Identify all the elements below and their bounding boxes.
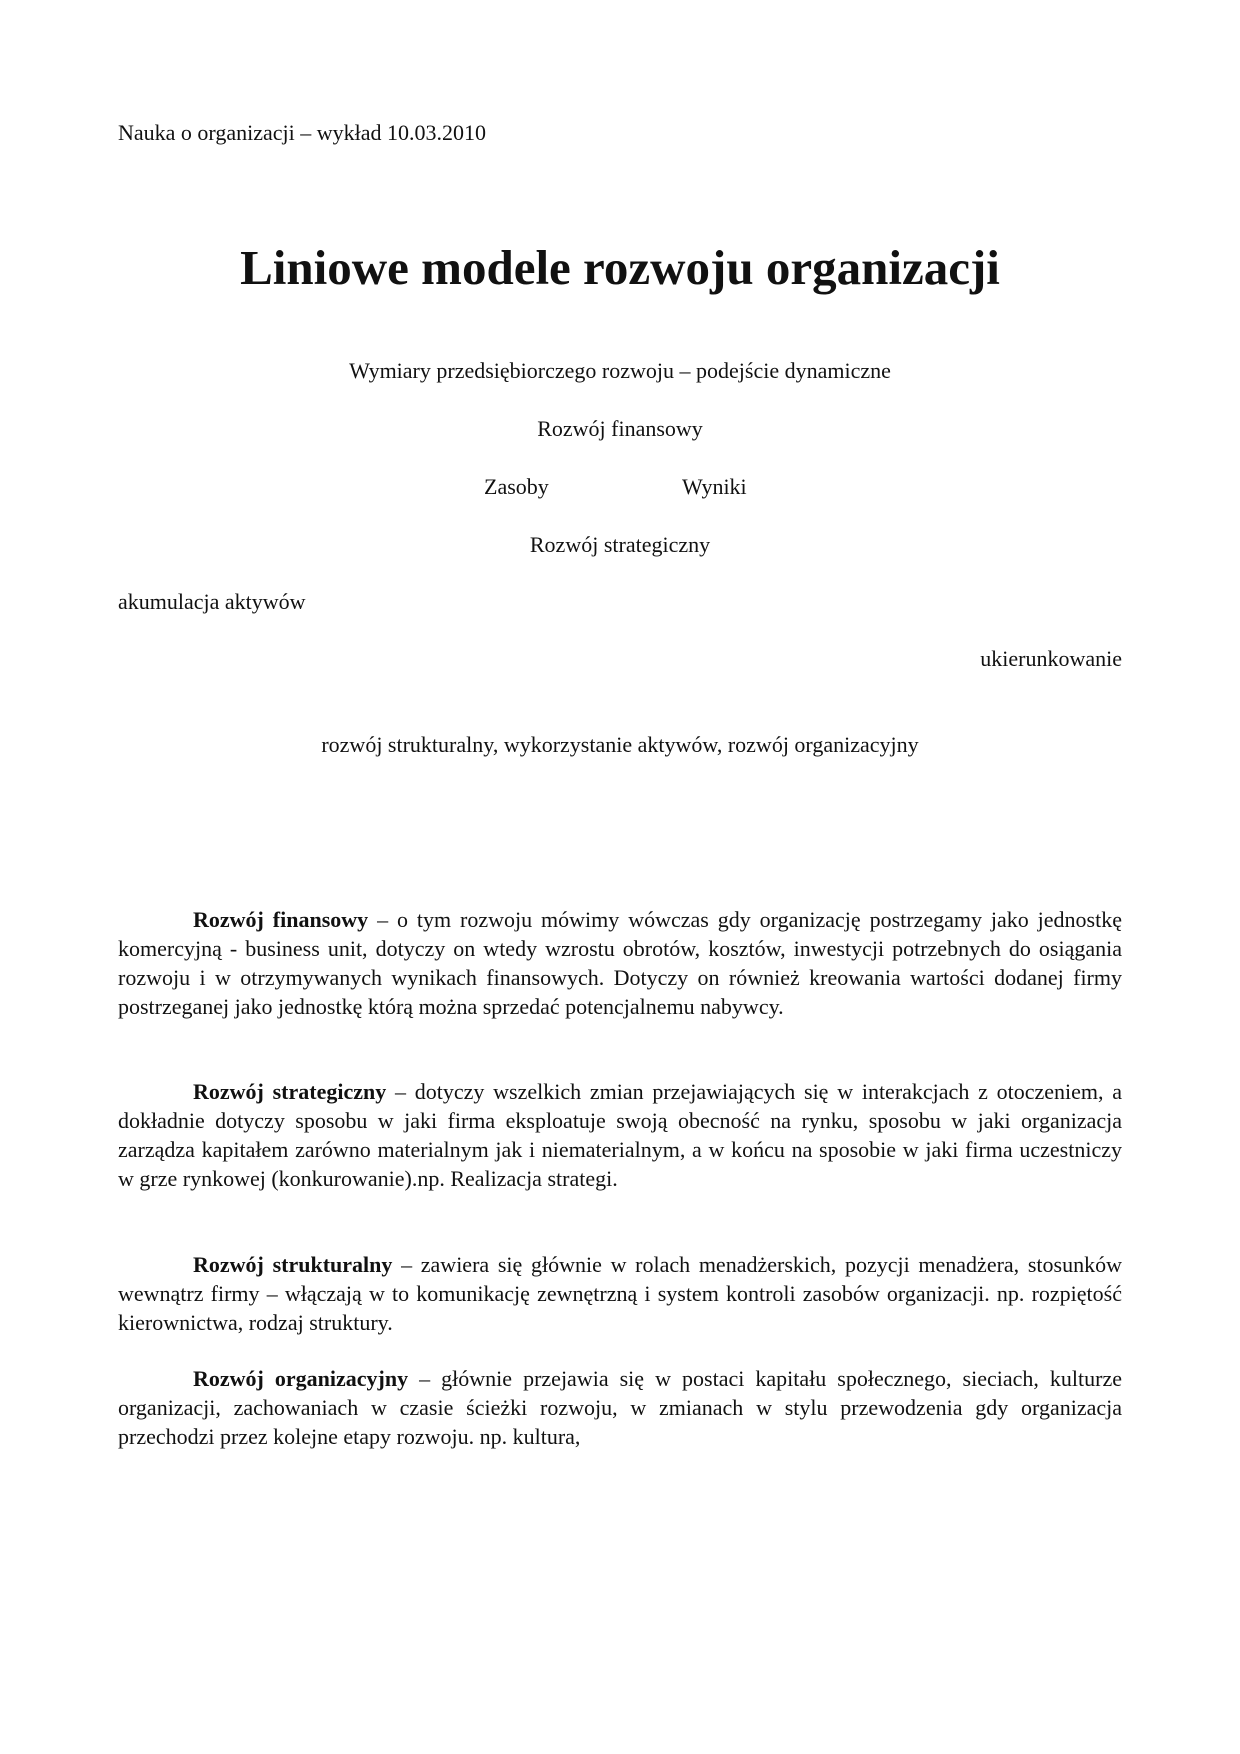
term-financial-development: Rozwój finansowy (193, 907, 369, 932)
paragraph-structural-development (118, 1250, 1122, 1337)
diagram-label-assets-accumulation: akumulacja aktywów (118, 589, 306, 614)
diagram-label-strategic: Rozwój strategiczny (529, 532, 711, 557)
definition-financial-development: – o tym rozwoju mówimy wówczas gdy organizację postrzegamy jako jednostkę komercyjną - business unit, dotyczy on wtedy wzrostu obrotów, kosztów, inwestycji potrzebnych do osiągania rozwoju i w otrzymywanych wynikach finansowych. Dotyczy on również kreowania wartości dodanej firmy postrzeganej jako jednostkę którą można sprzedać potencjalnemu nabywcy. (118, 907, 1122, 1019)
term-strategic-development: Rozwój strategiczny (193, 1079, 387, 1104)
definition-structural-development: – zawiera się głównie w rolach menadżerskich, pozycji menadżera, stosunków wewnątrz firmy – włączają w to komunikację zewnętrzną i system kontroli zasobów organizacji. np. rozpiętość kierownictwa, rodzaj struktury. (118, 1252, 1122, 1335)
paragraph-organizational-development (118, 1364, 1122, 1451)
diagram-label-financial: Rozwój finansowy (537, 416, 703, 441)
term-organizational-development: Rozwój organizacyjny (193, 1366, 409, 1391)
definition-strategic-development: – dotyczy wszelkich zmian przejawiających się w interakcjach z otoczeniem, a dokładnie dotyczy sposobu w jaki firma eksploatuje swoją obecność na rynku, sposobu w jaki organizacja zarządza kapitałem zarówno materialnym jak i niematerialnym, a w końcu na sposobie w jaki firma uczestniczy w grze rynkowej (konkurowanie).np. Realizacja strategi. (118, 1079, 1122, 1191)
page-title: Liniowe modele rozwoju organizacji (240, 239, 1000, 295)
term-structural-development: Rozwój strukturalny (193, 1252, 393, 1277)
diagram-bottom-line: rozwój strukturalny, wykorzystanie aktywów, rozwój organizacyjny (321, 732, 919, 757)
diagram-label-results: Wyniki (682, 474, 747, 499)
diagram-subtitle: Wymiary przedsiębiorczego rozwoju – podejście dynamiczne (349, 358, 891, 383)
paragraph-financial-development (118, 905, 1122, 1021)
definition-organizational-development: – głównie przejawia się w postaci kapitału społecznego, sieciach, kulturze organizacji, zachowaniach w czasie ścieżki rozwoju, w zmianach w stylu przewodzenia gdy organizacja przechodzi przez kolejne etapy rozwoju. np. kultura, (118, 1366, 1122, 1449)
diagram-label-direction: ukierunkowanie (980, 646, 1122, 671)
lecture-header: Nauka o organizacji – wykład 10.03.2010 (118, 120, 487, 145)
paragraph-strategic-development (118, 1077, 1122, 1193)
diagram-label-resources: Zasoby (484, 474, 549, 499)
